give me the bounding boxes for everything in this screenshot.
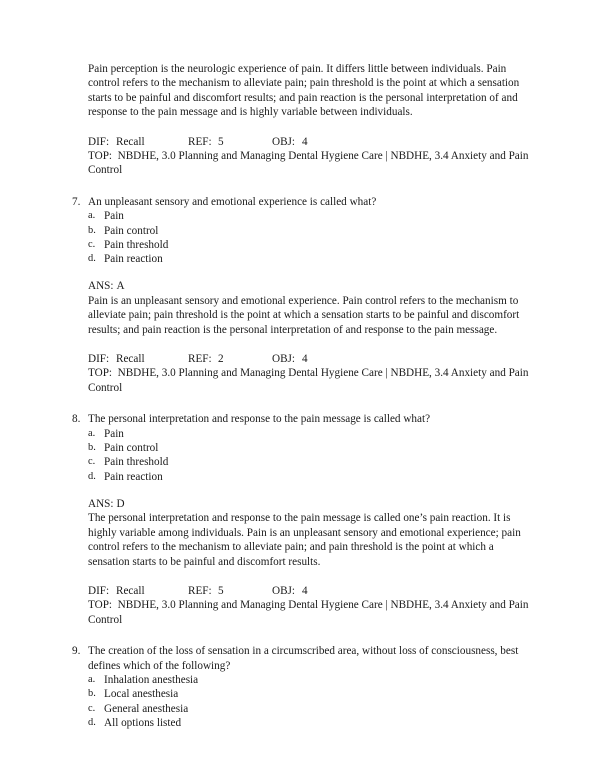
option-letter: b. bbox=[88, 441, 96, 453]
option-list bbox=[88, 209, 532, 266]
spacer bbox=[72, 178, 532, 195]
option-letter: a. bbox=[88, 210, 96, 222]
option-letter: c. bbox=[88, 456, 96, 468]
question-number: 7. bbox=[72, 195, 81, 208]
rationale-paragraph: The personal interpretation and response to the pain message is called one’s pain reaction. It is highly variable among individuals. Pain is an unpleasant sensory and emotional experience; pain control refers to the mechanism to alleviate pain; and pain threshold is the point at which a sensation starts to be painful and discomfort results. bbox=[88, 512, 521, 568]
obj-value: 4 bbox=[302, 353, 308, 366]
intro-paragraph: Pain perception is the neurologic experience of pain. It differs little between individuals. Pain control refers to the mechanism to alleviate pain; pain threshold is the point at which a sensation starts to be painful and discomfort results; and pain reaction is the personal interpretation of and response to the pain message and is highly variable between individuals. bbox=[88, 63, 520, 119]
option-letter: d. bbox=[88, 470, 96, 482]
option-item[interactable] bbox=[88, 455, 532, 469]
option-letter: d. bbox=[88, 716, 96, 728]
answer-line bbox=[88, 497, 532, 511]
option-letter: c. bbox=[88, 702, 96, 714]
option-item[interactable] bbox=[88, 224, 532, 238]
top-label: TOP: bbox=[88, 150, 113, 163]
page-content bbox=[72, 62, 532, 730]
metadata-row-dif-ref-obj bbox=[88, 352, 532, 366]
option-item[interactable] bbox=[88, 716, 532, 730]
obj-value: 4 bbox=[302, 584, 308, 597]
question-item bbox=[72, 412, 532, 484]
top-value: NBDHE, 3.0 Planning and Managing Dental Hygiene Care | NBDHE, 3.4 Anxiety and Pain Control bbox=[88, 367, 529, 394]
option-item[interactable] bbox=[88, 673, 532, 687]
option-item[interactable] bbox=[88, 209, 532, 223]
top-label: TOP: bbox=[88, 367, 113, 380]
question-item bbox=[72, 644, 532, 730]
option-item[interactable] bbox=[88, 238, 532, 252]
rationale-paragraph: Pain is an unpleasant sensory and emotional experience. Pain control refers to the mechanism to alleviate pain; pain threshold is the point at which a sensation starts to be painful and discomfort results; and pain reaction is the personal interpretation of and response to the pain message. bbox=[88, 294, 520, 336]
question-item bbox=[72, 195, 532, 267]
spacer bbox=[72, 120, 532, 135]
option-text: Pain threshold bbox=[104, 238, 169, 251]
question-head bbox=[72, 412, 532, 426]
dif-value: Recall bbox=[116, 135, 145, 148]
answer-line bbox=[88, 279, 532, 293]
ref-label: REF: bbox=[188, 135, 212, 148]
obj-label: OBJ: bbox=[272, 584, 296, 597]
option-text: All options listed bbox=[104, 716, 182, 729]
option-text: Pain bbox=[104, 427, 124, 440]
option-text: Pain reaction bbox=[104, 470, 163, 483]
question-number: 8. bbox=[72, 413, 81, 426]
spacer bbox=[72, 395, 532, 412]
option-list bbox=[88, 673, 532, 730]
obj-value: 4 bbox=[302, 135, 308, 148]
option-text: Pain control bbox=[104, 441, 159, 454]
option-text: Pain bbox=[104, 210, 124, 223]
option-item[interactable] bbox=[88, 470, 532, 484]
question-head bbox=[72, 195, 532, 209]
ref-label: REF: bbox=[188, 584, 212, 597]
obj-label: OBJ: bbox=[272, 135, 296, 148]
question-head bbox=[72, 644, 532, 673]
spacer bbox=[72, 484, 532, 497]
option-item[interactable] bbox=[88, 702, 532, 716]
top-value: NBDHE, 3.0 Planning and Managing Dental Hygiene Care | NBDHE, 3.4 Anxiety and Pain Control bbox=[88, 150, 529, 177]
dif-value: Recall bbox=[116, 584, 145, 597]
metadata-block-3 bbox=[88, 584, 532, 627]
option-text: Pain control bbox=[104, 224, 159, 237]
metadata-block-1 bbox=[88, 135, 532, 178]
metadata-block-2 bbox=[88, 352, 532, 395]
ref-value: 5 bbox=[218, 135, 224, 148]
option-text: General anesthesia bbox=[104, 702, 189, 715]
top-label: TOP: bbox=[88, 599, 113, 612]
metadata-row-top bbox=[88, 149, 532, 178]
obj-label: OBJ: bbox=[272, 353, 296, 366]
metadata-row-top bbox=[88, 598, 532, 627]
spacer bbox=[72, 569, 532, 584]
option-letter: c. bbox=[88, 238, 96, 250]
option-item[interactable] bbox=[88, 441, 532, 455]
metadata-row-top bbox=[88, 366, 532, 395]
ref-value: 2 bbox=[218, 353, 224, 366]
answer-label: ANS: bbox=[88, 497, 114, 510]
answer-value: A bbox=[116, 280, 125, 293]
option-letter: b. bbox=[88, 224, 96, 236]
question-number: 9. bbox=[72, 645, 81, 658]
option-item[interactable] bbox=[88, 687, 532, 701]
dif-label: DIF: bbox=[88, 135, 110, 148]
option-letter: a. bbox=[88, 427, 96, 439]
metadata-row-dif-ref-obj bbox=[88, 584, 532, 598]
spacer bbox=[72, 266, 532, 279]
option-item[interactable] bbox=[88, 427, 532, 441]
answer-value: D bbox=[116, 497, 125, 510]
option-letter: b. bbox=[88, 688, 96, 700]
ref-value: 5 bbox=[218, 584, 224, 597]
ref-label: REF: bbox=[188, 353, 212, 366]
dif-label: DIF: bbox=[88, 584, 110, 597]
option-text: Local anesthesia bbox=[104, 688, 179, 701]
dif-label: DIF: bbox=[88, 353, 110, 366]
dif-value: Recall bbox=[116, 353, 145, 366]
question-text: The personal interpretation and response to the pain message is called what? bbox=[88, 413, 431, 426]
option-item[interactable] bbox=[88, 252, 532, 266]
option-text: Pain threshold bbox=[104, 456, 169, 469]
spacer bbox=[72, 337, 532, 352]
spacer bbox=[72, 627, 532, 644]
option-letter: a. bbox=[88, 673, 96, 685]
option-letter: d. bbox=[88, 253, 96, 265]
question-text: An unpleasant sensory and emotional experience is called what? bbox=[88, 195, 377, 208]
option-list bbox=[88, 427, 532, 484]
option-text: Pain reaction bbox=[104, 253, 163, 266]
metadata-row-dif-ref-obj bbox=[88, 135, 532, 149]
top-value: NBDHE, 3.0 Planning and Managing Dental Hygiene Care | NBDHE, 3.4 Anxiety and Pain Control bbox=[88, 599, 529, 626]
question-text: The creation of the loss of sensation in a circumscribed area, without loss of consciousness, best defines which of the following? bbox=[88, 645, 519, 672]
answer-label: ANS: bbox=[88, 280, 114, 293]
option-text: Inhalation anesthesia bbox=[104, 673, 199, 686]
